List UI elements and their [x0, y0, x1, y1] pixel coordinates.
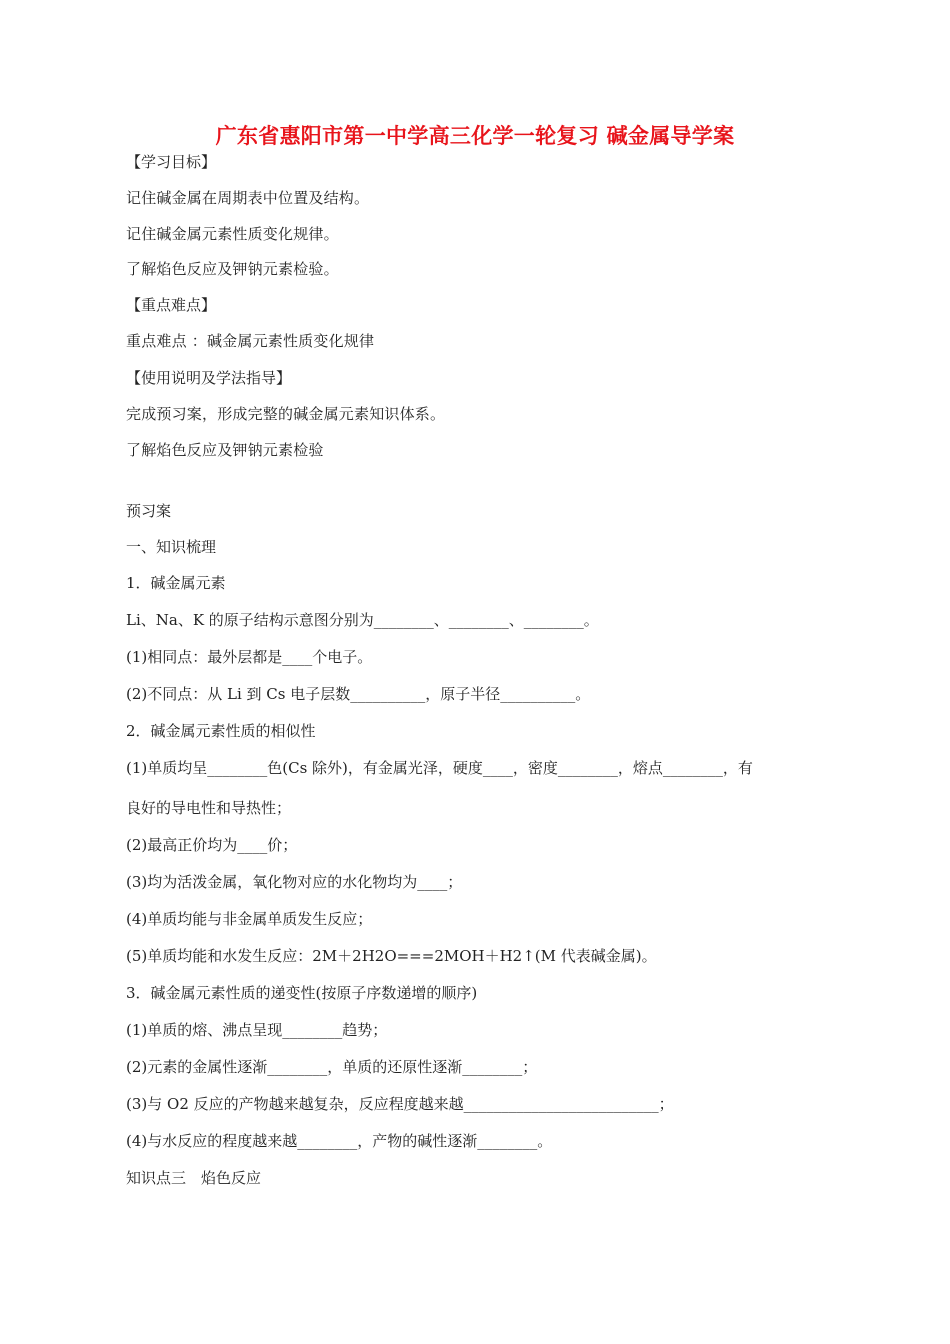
exercise-line: (1)单质均呈________色(Cs 除外)，有金属光泽，硬度____，密度________，熔点________，有 — [126, 759, 753, 777]
part-heading: 3．碱金属元素性质的递变性(按原子序数递增的顺序) — [126, 984, 478, 1002]
exercise-line: (2)最高正价均为____价； — [126, 836, 298, 854]
objective-item: 了解焰色反应及钾钠元素检验。 — [126, 260, 339, 278]
exercise-line: (1)相同点：最外层都是____个电子。 — [126, 648, 373, 666]
exercise-line: 良好的导电性和导热性； — [126, 799, 292, 817]
knowledge-point-heading: 知识点三 焰色反应 — [126, 1169, 262, 1187]
guidance-item: 完成预习案，形成完整的碱金属元素知识体系。 — [126, 405, 446, 423]
guidance-heading: 【使用说明及学法指导】 — [126, 369, 292, 387]
exercise-line: (2)不同点：从 Li 到 Cs 电子层数__________，原子半径__________。 — [126, 685, 591, 703]
key-points-text: 重点难点 ：碱金属元素性质变化规律 — [126, 332, 375, 350]
exercise-line: (3)均为活泼金属，氧化物对应的水化物均为____； — [126, 873, 463, 891]
exercise-line: (2)元素的金属性逐渐________，单质的还原性逐渐________； — [126, 1058, 538, 1076]
exercise-line: (1)单质的熔、沸点呈现________趋势； — [126, 1021, 388, 1039]
part-heading: 2．碱金属元素性质的相似性 — [126, 722, 316, 740]
key-points-heading: 【重点难点】 — [126, 296, 217, 314]
objectives-heading: 【学习目标】 — [126, 153, 217, 171]
part-heading: 1．碱金属元素 — [126, 574, 226, 592]
exercise-line: (5)单质均能和水发生反应：2M＋2H2O===2MOH＋H2↑(M 代表碱金属)。 — [126, 947, 657, 965]
exercise-line: (3)与 O2 反应的产物越来越复杂，反应程度越来越__________________________； — [126, 1095, 674, 1113]
objective-item: 记住碱金属在周期表中位置及结构。 — [126, 189, 370, 207]
exercise-line: Li、Na、K 的原子结构示意图分别为________、________、________。 — [126, 611, 599, 629]
objective-item: 记住碱金属元素性质变化规律。 — [126, 225, 339, 243]
preview-heading: 预习案 — [126, 502, 172, 520]
exercise-line: (4)单质均能与非金属单质发生反应； — [126, 910, 373, 928]
page-title: 广东省惠阳市第一中学高三化学一轮复习 碱金属导学案 — [215, 123, 735, 148]
section-heading: 一、知识梳理 — [126, 538, 217, 556]
guidance-item: 了解焰色反应及钾钠元素检验 — [126, 441, 324, 459]
exercise-line: (4)与水反应的程度越来越________，产物的碱性逐渐________。 — [126, 1132, 553, 1150]
